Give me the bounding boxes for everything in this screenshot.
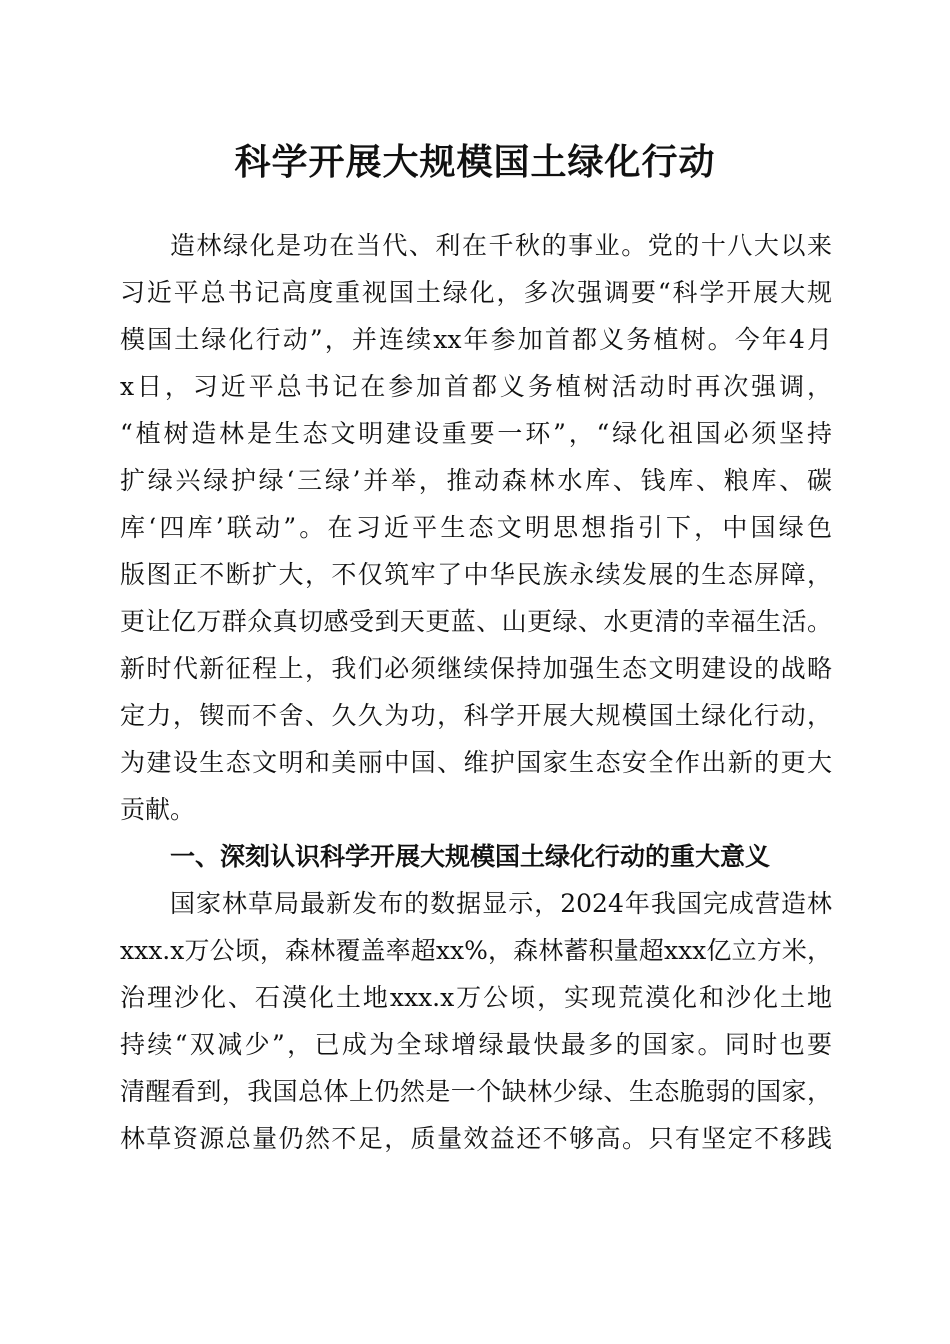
paragraph-2-line-5: 清醒看到，我国总体上仍然是一个缺林少绿、生态脆弱的国家， <box>120 1077 832 1106</box>
paragraph-1-line-6: 扩绿兴绿护绿‘三绿’并举，推动森林水库、钱库、粮库、碳 <box>120 466 832 495</box>
paragraph-1-line-2: 习近平总书记高度重视国土绿化，多次强调要“科学开展大规 <box>120 278 832 307</box>
paragraph-1-line-13: 贡献。 <box>120 795 196 824</box>
paragraph-1-line-7: 库‘四库’联动”。在习近平生态文明思想指引下，中国绿色 <box>120 513 832 542</box>
document-body <box>120 222 832 1162</box>
document-title: 科学开展大规模国土绿化行动 <box>234 141 716 183</box>
paragraph-2-line-1: 国家林草局最新发布的数据显示，2024年我国完成营造林 <box>170 889 832 918</box>
paragraph-1-line-4: x日，习近平总书记在参加首都义务植树活动时再次强调， <box>120 372 832 401</box>
section-heading-1: 一、深刻认识科学开展大规模国土绿化行动的重大意义 <box>170 842 771 871</box>
paragraph-1-line-3: 模国土绿化行动”，并连续xx年参加首都义务植树。今年4月 <box>120 325 832 354</box>
paragraph-2-line-2: xxx.x万公顷，森林覆盖率超xx%，森林蓄积量超xxx亿立方米， <box>120 936 832 965</box>
paragraph-1-line-12: 为建设生态文明和美丽中国、维护国家生态安全作出新的更大 <box>120 748 832 777</box>
paragraph-1-line-11: 定力，锲而不舍、久久为功，科学开展大规模国土绿化行动， <box>120 701 832 730</box>
paragraph-1-line-5: “植树造林是生态文明建设重要一环”，“绿化祖国必须坚持 <box>120 419 832 448</box>
paragraph-1-line-1: 造林绿化是功在当代、利在千秋的事业。党的十八大以来 <box>170 231 832 260</box>
paragraph-1-line-9: 更让亿万群众真切感受到天更蓝、山更绿、水更清的幸福生活。 <box>120 607 832 636</box>
paragraph-2-line-4: 持续“双减少”，已成为全球增绿最快最多的国家。同时也要 <box>120 1030 832 1059</box>
paragraph-1-line-10: 新时代新征程上，我们必须继续保持加强生态文明建设的战略 <box>120 654 832 683</box>
paragraph-1-line-8: 版图正不断扩大，不仅筑牢了中华民族永续发展的生态屏障， <box>120 560 832 589</box>
paragraph-2-line-3: 治理沙化、石漠化土地xxx.x万公顷，实现荒漠化和沙化土地 <box>120 983 832 1012</box>
paragraph-2-line-6: 林草资源总量仍然不足，质量效益还不够高。只有坚定不移践 <box>120 1124 832 1153</box>
